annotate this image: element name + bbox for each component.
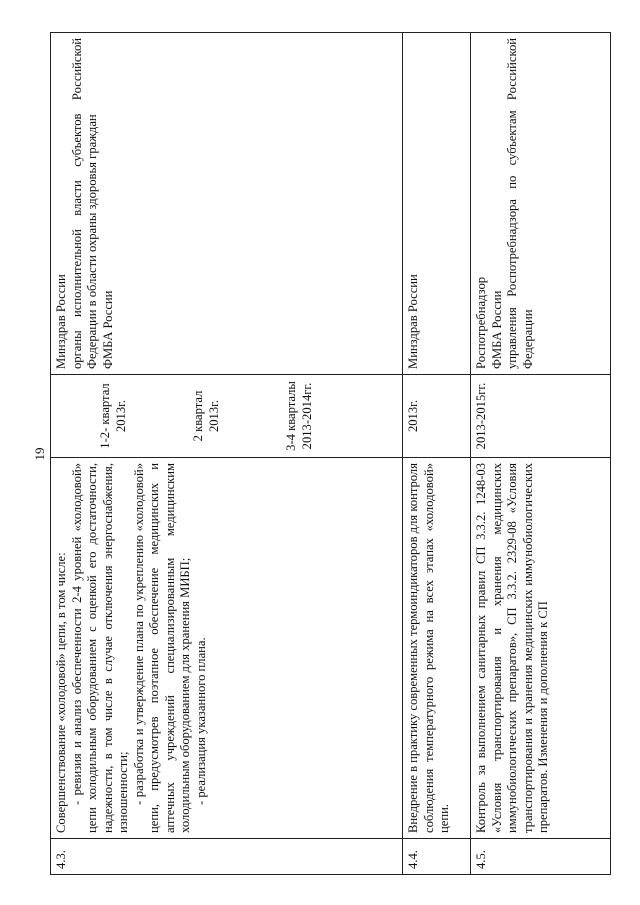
term-value: 2 квартал 2013г. bbox=[191, 390, 221, 442]
task-cell: Контроль за выполнением санитарных правил СП 3.3.2. 1248-03 «Условия транспортирования и хранения медицинских иммунобиологических препаратов», СП 3.3.2. 2329-08 «Условия транспортирования и хранения медицинских иммунобиологических препаратов. Изменения и дополнения к СП bbox=[471, 458, 611, 839]
table-row bbox=[471, 33, 611, 875]
task-cell: Внедрение в практику современных термоиндикаторов для контроля соблюдения температурного режима на всех этапах «холодовой» цепи. bbox=[403, 458, 471, 839]
page-number: 19 bbox=[32, 447, 47, 461]
task-item: - ревизия и анализ обеспеченности 2-4 уровней «холодовой» цепи холодильным оборудованием с оценкой его достаточности, надежности, в том числе в случае отключения энергоснабжения, изношенности; bbox=[69, 463, 130, 833]
responsible-line: Минздрав России bbox=[403, 33, 471, 375]
term-value: 2013г. bbox=[403, 375, 471, 458]
responsible-line: Роспотребнадзор bbox=[474, 276, 488, 369]
responsible-line: ФМБА России bbox=[489, 290, 504, 369]
responsible-cell bbox=[51, 33, 403, 375]
table-row bbox=[403, 33, 471, 875]
responsible-line: ФМБА России bbox=[100, 290, 115, 369]
task-cell bbox=[51, 458, 403, 839]
responsible-line: Минздрав России bbox=[54, 274, 68, 369]
plan-table-rotated bbox=[50, 33, 610, 875]
table-row bbox=[51, 33, 403, 875]
term-cell bbox=[51, 375, 403, 458]
term-value: 2013-2015гг. bbox=[471, 375, 611, 458]
plan-table bbox=[50, 32, 611, 875]
term-value: 3-4 кварталы 2013-2014гг. bbox=[284, 381, 314, 451]
task-intro: Совершенствование «холодовой» цепи, в том числе: bbox=[54, 552, 68, 833]
row-number: 4.3. bbox=[51, 839, 403, 875]
document-sheet bbox=[50, 33, 610, 875]
task-item: - разработка и утверждение плана по укреплению «холодовой» цепи, предусмотрев поэтапное обеспечение медицинских и аптечных учреждений специализированным медицинским холодильным оборудованием для хранения МИБП; bbox=[131, 463, 192, 833]
task-item: - реализация указанного плана. bbox=[193, 637, 208, 805]
responsible-line: управления Роспотребнадзора по субъектам Российской Федерации bbox=[505, 38, 535, 369]
responsible-line: органы исполнительной власти субъектов Российской Федерации в области охраны здоровья граждан bbox=[69, 38, 99, 369]
row-number: 4.5. bbox=[471, 839, 611, 875]
responsible-cell bbox=[471, 33, 611, 375]
term-value: 1-2- квартал 2013г. bbox=[98, 383, 128, 449]
row-number: 4.4. bbox=[403, 839, 471, 875]
